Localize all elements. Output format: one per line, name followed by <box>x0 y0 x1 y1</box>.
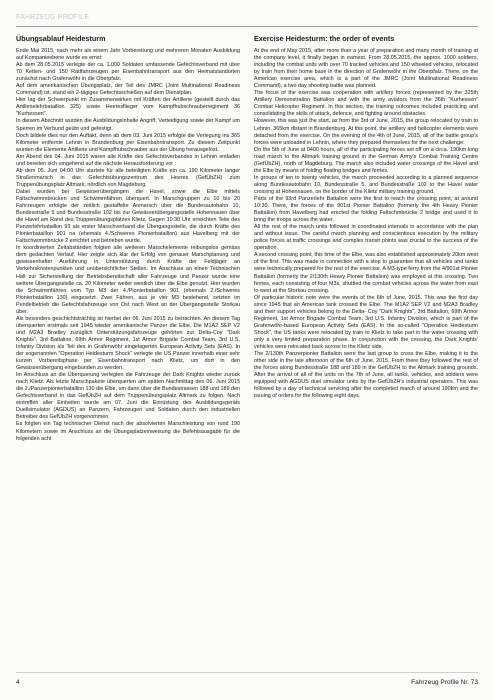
english-paragraph: The focus of the exercise was cooperation with artillery forces (represented by the 325th Artillery Demonstration Battalion and with the army aviators from the 36th "Kurhessen" Combat Helicopter Regiment. In this section, the training outcomes included practicing and consolidating the skills of attack, defence, and fighting around obstacles. <box>254 90 478 118</box>
german-paragraph: Es folgten ein Tag technischer Dienst nach der absolvierten Marschleistung von rund 190 Kilometern sowie im Anschluss an die Übungsplatzeinweisung die Befehlsausgabe für die folgenden acht <box>16 421 240 442</box>
german-paragraph: Auf dem amerikanischen Übungsplatz, der Teil des JMRC (Joint Multinational Readiness Command) ist, stand ein 2-tägiges Gefechtsschießen auf dem Dienstplan. <box>16 83 240 97</box>
german-heading: Übungsablauf Heidesturm <box>16 34 106 43</box>
german-paragraph: Ab dem 05. Juni 04:00 Uhr startete für alle beteiligten Kräfte ein ca. 190 Kilometer langer Straßenmarsch in das Gefechtsübungszentrum des Heeres (GefÜbZH) zum Truppenübungsplatz Altmark, nördlich von Magdeburg. <box>16 167 240 188</box>
german-paragraph: Dabei wurden bei Gewässerübergängen die Havel, sowie die Elbe mittels Faltschwimmbrücken und Schwimmfähren überquert. In Marschgruppen zu 10 bis 20 Fahrzeugen erfolgte der zeitlich gestaffelte Anmarsch über die Bundesautobahn 10, Bundesstraße 5 und Bundesstraße 102 bis zur Gewässerübergangsstelle Hohennauen über die Havel am Rand des Truppenübungsplatzes Klietz. Gegen 10:30 Uhr erreichten Teile des Panzerlehrbataillon 93 als erster Marschverband die Übergangsstelle, die durch Kräfte des Pionierbataillon 901 na (ehemals 4./Schweres Pionierbataillon) aus Havelberg mit der Faltschwimmbrücke 2 errichtet und betrieben wurde. <box>16 188 240 245</box>
english-paragraph: In groups of ten to twenty vehicles, the march proceeded according to a planned sequence along Bundesautobahn 10, Bundesstraße 5, and Bundesstraße 102 to the Havel water crossing at Hohennauen, on the border of the Klietz military training ground. <box>254 174 478 195</box>
english-body <box>254 48 478 400</box>
running-header: FAHRZEUG PROFILE <box>16 14 90 21</box>
english-paragraph: However, this was just the start, as from the 3rd of June, 2015, the group relocated by train to Lehnin, 365km distant in Brandenburg. At this point, the artillery and helicopter elements were detached from the exercise. On the evening of the 4th of June, 2015, all of the battle group's forces were unloaded in Lehnin, where they prepared themselves for the next challenge: <box>254 118 478 146</box>
english-paragraph: Parts of the 93rd Panzerlehr Battalion were the first to reach the crossing point, at around 10:30. There, the forces of the 901st Pionier Battalion (formerly the 4th Heavy Pionier Battalion) from Havelberg had erected the folding Faltschmbrücke 2 bridge and used it to bring the troops across the water. <box>254 195 478 224</box>
german-column <box>16 34 240 664</box>
page-number: 4 <box>16 679 20 686</box>
magazine-issue: Fahrzeug Profile Nr. 73 <box>411 679 478 686</box>
german-paragraph: Doch bildete dies nur den Auftakt, denn ab dem 03. Juni 2015 erfolgte die Verlegung ins 365 Kilometer entfernte Lehnin in Brandenburg per Eisenbahntransport. Zu diesem Zeitpunkt wurden die Elemente Artillerie und Kampfhubschrauber aus der Übung herausgelöst. <box>16 132 240 153</box>
english-column <box>254 34 478 664</box>
english-paragraph: A second crossing point, this time of the Elbe, was also established approximately 20km west of the first. This was made in connection with a stop to guarantee that all vehicles and tanks were technically prepared for the rest of the exercise. A M3-type ferry from the 4/901st Pionier Battalion (formerly the 2/130th Heavy Pionier Battalion) was employed at this crossing. Two ferries, each consisting of four M3s, shuttled the combat vehicles across the water from east to west at the Storkau crossing. <box>254 252 478 294</box>
english-paragraph: Of particular historic note were the events of the 6th of June, 2015. This was the first day since 1945 that an American tank crossed the Elbe. The M1A2 SEP V2 and M2A3 Bradley and their support vehicles belong to the Delta- Coy "Dark Knights", 3rd Battalion, 69th Armor Regiment, 1st Armor Brigade Combat Team, 3rd U.S. Infantry Division, which is part of the Grafenwöhr-based European Activity Sets (EAS). In the so-called "Operation Heidesturm Shock", the US tanks were relocated by train to Klietz to take part in the water crossing with only a very limited preparation phase. In conjunction with the crossing, the Dark Knights' vehicles were relocated back across to the Klietz side. <box>254 294 478 350</box>
german-paragraph: In koordinierten Zeitabständen folgten alle weiteren Marschelemente reibungslos gemäss dem gedachten Verlauf. Hier zeigte sich klar der Erfolg von genauer Marschplanung und gewissenhafter Ausführung in Unterstützung durch Kräfte der Feldjäger an Verkehrsknotenpunkten und unübersichtlicher Stellen. Im Anschluss an einen Technischen Halt zur Sicherstellung der Betriebsbereitschaft aller Fahrzeuge und Panzer wurde eine weitere Übergangsstelle ca. 20 Kilometer weiter westlich über die Elbe genutzt. Hier wurden die Schwimmfähren vom Typ M3 der 4./Pionierbataillon 901 (ehemals 2./Schweres Pionierbataillon 130) eingesetzt. Zwei Fähren, aus je vier M3 bestehend, setzten im Pendelbetrieb die Gefechtsfahrzeuge von Ost nach West an der Übergangsstelle Storkau über. <box>16 245 240 315</box>
german-body <box>16 48 240 443</box>
english-paragraph: At the end of May 2015, after more than a year of preparation and many month of training at the company level, it finally began in earnest. From 28.05.2015, the approx. 1000 soldiers, including the combat units with over 70 tracked vehicles and 150 wheeled vehicles, relocated by train from their home base in the direction of Grafenwöhr in the Oberpfalz. There, on the American exercise area, which is a part of the JMRC (Joint Multinational Readiness Command), a two day shooting battle was planned. <box>254 48 478 90</box>
german-paragraph: Am Abend des 04. Juni 2015 waren alle Kräfte des Gefechtsverbandes in Lehnin entladen und bereiten sich umgehend auf die nächste Herausforderung vor : <box>16 153 240 167</box>
german-paragraph: Im Anschluss an die Überquerung verlegten die Fahrzeuge der Dark Knights wieder zurück nach Klietz. Als letzte Marschpakete überquerten am späten Nachmittag des 06. Juni 2015 die 2./Panzerpionierbataillon 130 die Elbe, um dann über die Bundestrassen 188 und 189 den Gefechtsverband in das GefÜbZH auf dem Truppenübungsplatz Altmark zu folgen. Nach eintreffen aller Einheiten wurde am 07. Juni die Einrüstung des Ausbildungsgeräts Duellsimulator (AGDUS) an Panzern, Fahrzeugen und Soldaten durch den industriellen Betreiber des GefÜbZH vorgenommen. <box>16 372 240 421</box>
german-paragraph: Ab dem 28.05.2015 verlegte der ca. 1.000 Soldaten umfassende Gefechtsverband mit über 70 Ketten- und 150 Radfahrzeugen per Eisenbahntransport aus den Heimatstandorten zunächst nach Grafenwöhr in die Oberpfalz. <box>16 62 240 83</box>
english-heading: Exercise Heidesturm: the order of events <box>254 34 395 43</box>
english-paragraph: On the 5th of June at 0400 hours, all of the participating forces set off on a circa. 190km long road march to the Altmark training ground in the German Army's Combat Training Centre (GefÜbZH), north of Magdeburg. The march also included water crossings of the Havel and the Elbe by means of folding floating bridges and ferries. <box>254 146 478 174</box>
german-paragraph: In diesem Abschnitt wurden die Ausbildungsinhalte Angriff, Verteidigung sowie der Kampf um Sperren im Verbund geübt und gefestigt. <box>16 118 240 132</box>
german-paragraph: Hier lag der Schwerpunkt im Zusammenwirken mit Kräften der Artillerie (gestellt durch das Artillerielehrbataillon 325) sowie Heeresflieger vom Kampfhubschrauberregiment 36 "Kurhessen". <box>16 97 240 118</box>
german-paragraph: Ende Mai 2015, nach mehr als einem Jahr Vorbereitung und mehreren Monaten Ausbildung auf Kompanieebene wurde es ernst: <box>16 48 240 62</box>
header-rule <box>16 26 478 27</box>
german-paragraph: Als besonders geschichtsträchtig ist hierbei der 06. Juni 2015 zu betrachten. An diesem Tag überquerten erstmals seit 1945 wieder amerikanische Panzer die Elbe. Die M1A2 SEP V2 und M2A3 Bradley zuzüglich Unterstützungsfahrzeuge gehörten zur Delta-Coy "Dark Knights", 3rd Battalion, 69th Armor Regiment, 1st Armor Brigade Combat Team, 3rd U.S. Infantry Division als Teil des in Grafenwöhr eingelagerten European Activity Sets (EAS). In der sogenannten "Operation Heidesturm Shock" verlegte die US Panzer innerhalb einer sehr kurzen Vorbereitsphase per Eisenbahntransport nach Klietz, um dort in den Gewässerübergang eingebunden zu werden. <box>16 315 240 372</box>
footer-rule <box>16 672 478 673</box>
english-paragraph: All the rest of the march units followed in coordinated intervals in accordance with the plan and without issue. The careful march planning and conscientious execution by the military police forces at traffic crossings and complex transit points was crucial to the success of the operation. <box>254 224 478 252</box>
english-paragraph: The 2/130th Panzerpionier Battalion were the last group to cross the Elbe, making it to the other side in the late afternoon of the 6th of June, 2015. From there they followed the rest of the forces along Bundesstraße 188 and 189 in the GefÜbZH to the Altmark training grounds. After the arrival of all of the units on the 7th of June, all tanks, vehicles, and soldiers were equipped with AGDUS duel simulator units by the GefÜbZH's industrial operators. This was followed by a day of technical servicing after the completed march of around 190km and the issuing of orders for the following eight days. <box>254 351 478 400</box>
